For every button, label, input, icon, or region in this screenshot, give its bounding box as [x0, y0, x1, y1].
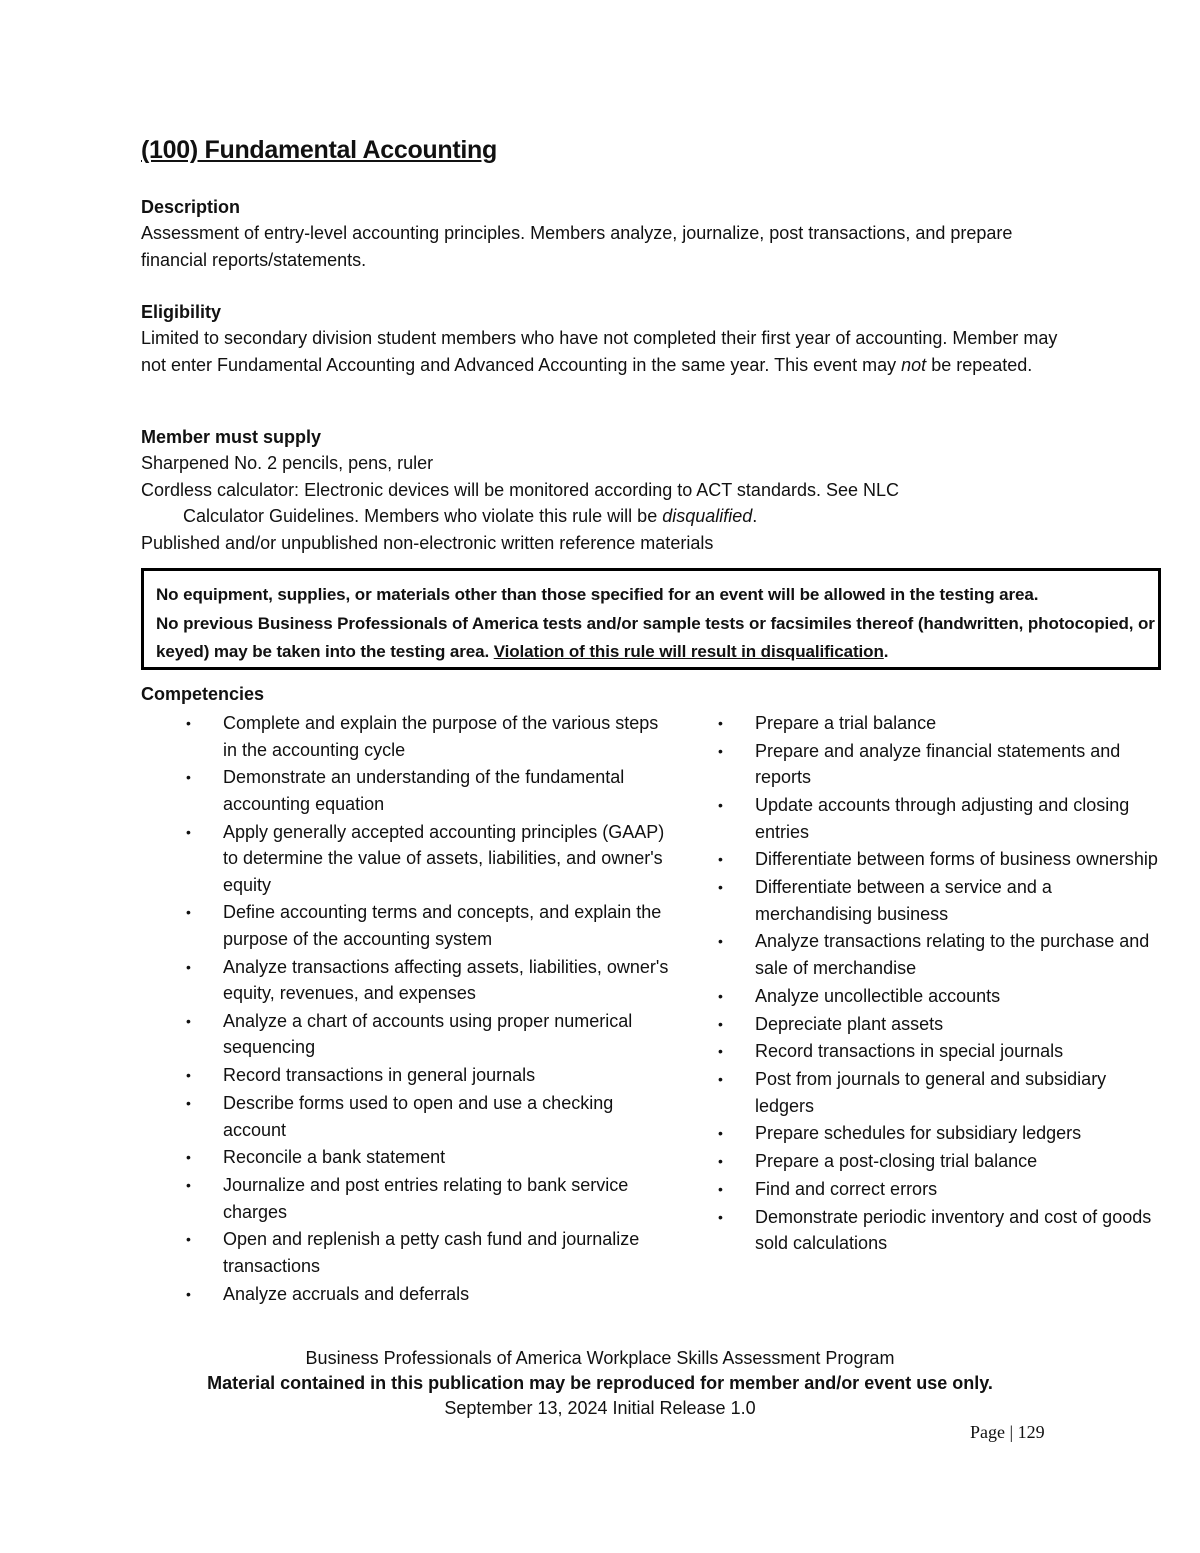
bullet-icon: •: [186, 1285, 191, 1302]
competency-text: Prepare a post-closing trial balance: [755, 1151, 1038, 1172]
competency-text: Find and correct errors: [755, 1179, 938, 1200]
competency-text: Update accounts through adjusting and closing entries: [755, 795, 1130, 842]
competency-text: Record transactions in special journals: [755, 1041, 1064, 1062]
competency-item: [184, 1226, 674, 1279]
competency-text: Analyze a chart of accounts using proper numerical sequencing: [223, 1010, 633, 1058]
supply-item-reference: Published and/or unpublished non-electronic written reference materials: [141, 532, 714, 553]
competency-text: Depreciate plant assets: [755, 1013, 944, 1034]
competency-item: [184, 1062, 674, 1089]
eligibility-emphasis: not: [901, 354, 927, 375]
competencies-list-right: [716, 710, 1166, 1258]
competency-item: [716, 1204, 1166, 1257]
bullet-icon: •: [186, 715, 191, 731]
footer-release: September 13, 2024 Initial Release 1.0: [444, 1398, 756, 1418]
competency-item: [184, 1008, 674, 1061]
bullet-icon: •: [186, 1149, 191, 1166]
competency-text: Analyze accruals and deferrals: [223, 1283, 470, 1304]
competency-item: [184, 764, 674, 817]
bullet-icon: •: [718, 1071, 723, 1088]
bullet-icon: •: [186, 1231, 191, 1248]
member-supply-section: [141, 424, 1101, 556]
competency-text: Apply generally accepted accounting principles (GAAP) to determine the value of assets, liabilities, and owner's equity: [223, 821, 665, 895]
bullet-icon: •: [718, 1153, 723, 1170]
competency-text: Define accounting terms and concepts, and explain the purpose of the accounting system: [223, 902, 662, 949]
footer-program: Business Professionals of America Workplace Skills Assessment Program: [305, 1348, 895, 1368]
competency-item: [184, 954, 674, 1007]
calculator-guidelines-period: .: [752, 506, 758, 526]
competency-text: Analyze transactions affecting assets, liabilities, owner's equity, revenues, and expenses: [223, 956, 669, 1004]
member-supply-heading: Member must supply: [141, 427, 322, 447]
competencies-list-left: [184, 710, 674, 1309]
notice-violation-text: Violation of this rule will result in disqualification: [493, 642, 884, 661]
description-heading: Description: [141, 197, 241, 217]
bullet-icon: •: [718, 1181, 723, 1198]
supply-item-calculator-cont: [141, 503, 1101, 530]
eligibility-text-start: Limited to secondary division student members who have not completed their first year of accounting. Member may not enter Fundamental Accounting and Advanced Accounting in the same year. This event may: [141, 328, 1058, 375]
competency-item: [716, 846, 1166, 873]
competencies-heading: Competencies: [141, 684, 265, 704]
bullet-icon: •: [186, 958, 191, 975]
supply-item-pencils: Sharpened No. 2 pencils, pens, ruler: [141, 453, 434, 473]
competency-item: [184, 1172, 674, 1225]
competency-item: [716, 1176, 1166, 1203]
competency-item: [716, 1038, 1166, 1065]
competency-item: [716, 928, 1166, 981]
description-section: [141, 194, 1101, 273]
competency-item: [716, 710, 1166, 737]
notice-period: .: [883, 642, 889, 661]
footer-reproduction-notice: Material contained in this publication may be reproduced for member and/or event use only.: [207, 1373, 993, 1393]
competency-item: [716, 738, 1166, 791]
eligibility-section: [141, 299, 1101, 378]
bullet-icon: •: [186, 823, 191, 840]
eligibility-heading: Eligibility: [141, 302, 222, 322]
competency-text: Complete and explain the purpose of the various steps in the accounting cycle: [223, 713, 659, 760]
competency-text: Prepare schedules for subsidiary ledgers: [755, 1123, 1082, 1144]
competency-item: [184, 1281, 674, 1308]
competency-text: Differentiate between a service and a merchandising business: [755, 877, 1052, 924]
competency-text: Differentiate between forms of business ownership: [755, 849, 1158, 870]
competency-item: [716, 792, 1166, 845]
bullet-icon: •: [718, 851, 723, 868]
competency-text: Prepare a trial balance: [755, 713, 937, 733]
eligibility-text-end: be repeated.: [926, 354, 1033, 375]
competency-item: [184, 1090, 674, 1143]
competency-item: [184, 710, 674, 763]
testing-area-notice: [141, 568, 1161, 670]
notice-line-previous-tests: [156, 610, 1158, 667]
notice-line-equipment: No equipment, supplies, or materials other than those specified for an event will be allowed in the testing area.: [156, 585, 1039, 604]
competency-text: Record transactions in general journals: [223, 1065, 536, 1086]
bullet-icon: •: [186, 1095, 191, 1112]
competency-text: Reconcile a bank statement: [223, 1147, 446, 1168]
competency-text: Prepare and analyze financial statements and reports: [755, 740, 1121, 788]
competency-item: [716, 1066, 1166, 1119]
bullet-icon: •: [186, 1067, 191, 1084]
eligibility-text: [141, 325, 1061, 378]
bullet-icon: •: [718, 1125, 723, 1142]
competency-text: Demonstrate periodic inventory and cost of goods sold calculations: [755, 1206, 1152, 1254]
competency-item: [716, 1120, 1166, 1147]
page-title: (100) Fundamental Accounting: [141, 136, 497, 164]
competency-item: [184, 899, 674, 952]
competency-text: Analyze transactions relating to the purchase and sale of merchandise: [755, 931, 1150, 978]
competency-text: Describe forms used to open and use a checking account: [223, 1093, 614, 1140]
bullet-icon: •: [718, 1015, 723, 1032]
bullet-icon: •: [186, 769, 191, 786]
competency-item: [716, 1148, 1166, 1175]
supply-item-calculator: Cordless calculator: Electronic devices will be monitored according to ACT standards. See NLC: [141, 479, 900, 500]
bullet-icon: •: [186, 904, 191, 921]
bullet-icon: •: [718, 1043, 723, 1060]
bullet-icon: •: [718, 715, 723, 731]
bullet-icon: •: [186, 1177, 191, 1194]
competency-item: [716, 983, 1166, 1010]
disqualified-emphasis: disqualified: [662, 506, 753, 526]
competency-item: [184, 819, 674, 899]
competency-text: Demonstrate an understanding of the fundamental accounting equation: [223, 767, 625, 814]
calculator-guidelines-text: Calculator Guidelines. Members who violate this rule will be: [183, 506, 663, 526]
competency-text: Journalize and post entries relating to bank service charges: [223, 1175, 629, 1222]
competency-text: Post from journals to general and subsidiary ledgers: [755, 1069, 1107, 1116]
competency-item: [716, 1011, 1166, 1038]
competency-text: Analyze uncollectible accounts: [755, 985, 1001, 1006]
competency-text: Open and replenish a petty cash fund and journalize transactions: [223, 1229, 640, 1276]
competency-item: [184, 1144, 674, 1171]
bullet-icon: •: [718, 742, 723, 759]
notice-previous-tests-text: No previous Business Professionals of America tests and/or sample tests or facsimiles thereof (handwritten, photocopied, or keyed) may be taken into the testing area.: [156, 613, 1155, 661]
page-number: Page | 129: [970, 1422, 1045, 1442]
bullet-icon: •: [718, 987, 723, 1004]
bullet-icon: •: [186, 1012, 191, 1029]
description-text: Assessment of entry-level accounting principles. Members analyze, journalize, post transactions, and prepare financial reports/statements.: [141, 223, 1013, 270]
bullet-icon: •: [718, 1208, 723, 1225]
bullet-icon: •: [718, 933, 723, 950]
bullet-icon: •: [718, 879, 723, 896]
bullet-icon: •: [718, 797, 723, 814]
competency-item: [716, 874, 1166, 927]
